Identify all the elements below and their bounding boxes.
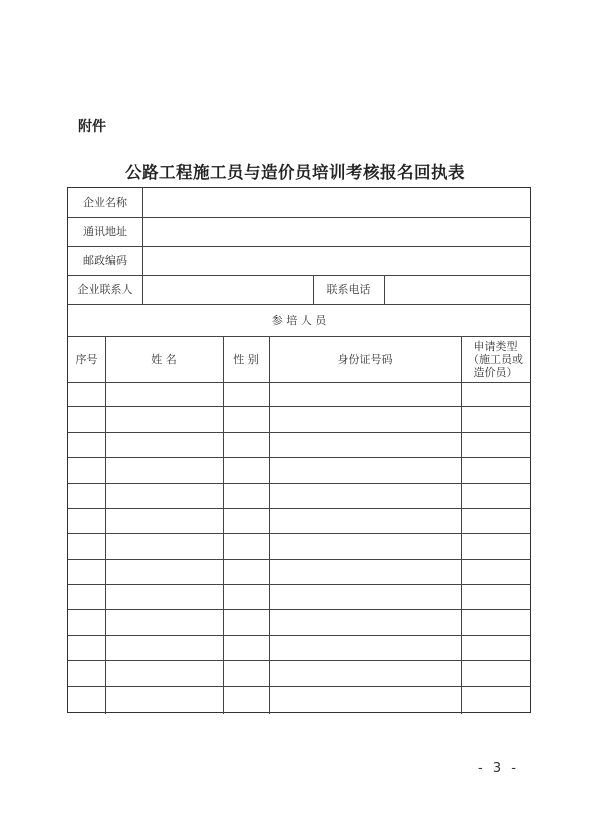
table-row[interactable] xyxy=(68,433,530,458)
apply-type-line: 造价员） xyxy=(473,365,518,379)
apply-type-line: 申请类型 xyxy=(473,339,518,353)
table-row[interactable] xyxy=(68,509,530,534)
company-name-label: 企业名称 xyxy=(83,196,127,209)
trainees-section-header: 参 培 人 员 xyxy=(271,313,327,327)
table-row[interactable] xyxy=(68,407,530,432)
table-row[interactable] xyxy=(68,585,530,610)
table-row[interactable] xyxy=(68,382,530,407)
registration-form-table xyxy=(67,187,531,713)
page-number: - 3 - xyxy=(478,761,519,776)
document-title: 公路工程施工员与造价员培训考核报名回执表 xyxy=(125,163,465,182)
company-name-input[interactable] xyxy=(143,188,531,217)
column-header-seq: 序号 xyxy=(75,352,98,366)
table-row[interactable] xyxy=(68,636,530,661)
contact-phone-label: 联系电话 xyxy=(326,283,371,296)
table-row[interactable] xyxy=(68,661,530,686)
postcode-input[interactable] xyxy=(143,246,531,275)
table-row[interactable] xyxy=(68,458,530,483)
postcode-label: 邮政编码 xyxy=(83,254,127,267)
contact-person-label: 企业联系人 xyxy=(77,283,133,296)
column-header-name: 姓 名 xyxy=(151,352,177,366)
table-row[interactable] xyxy=(68,534,530,559)
table-row[interactable] xyxy=(68,610,530,635)
attachment-label: 附件 xyxy=(78,119,106,135)
column-header-gender: 性 别 xyxy=(233,352,259,366)
table-row[interactable] xyxy=(68,484,530,509)
column-header-apply-type xyxy=(461,336,530,382)
table-row[interactable] xyxy=(68,560,530,585)
contact-phone-input[interactable] xyxy=(385,275,531,304)
contact-person-input[interactable] xyxy=(143,275,313,304)
column-header-id-number: 身份证号码 xyxy=(337,352,393,366)
address-input[interactable] xyxy=(143,217,531,246)
table-row[interactable] xyxy=(68,687,530,712)
address-label: 通讯地址 xyxy=(83,225,127,238)
apply-type-line: （施工员或 xyxy=(468,352,523,366)
